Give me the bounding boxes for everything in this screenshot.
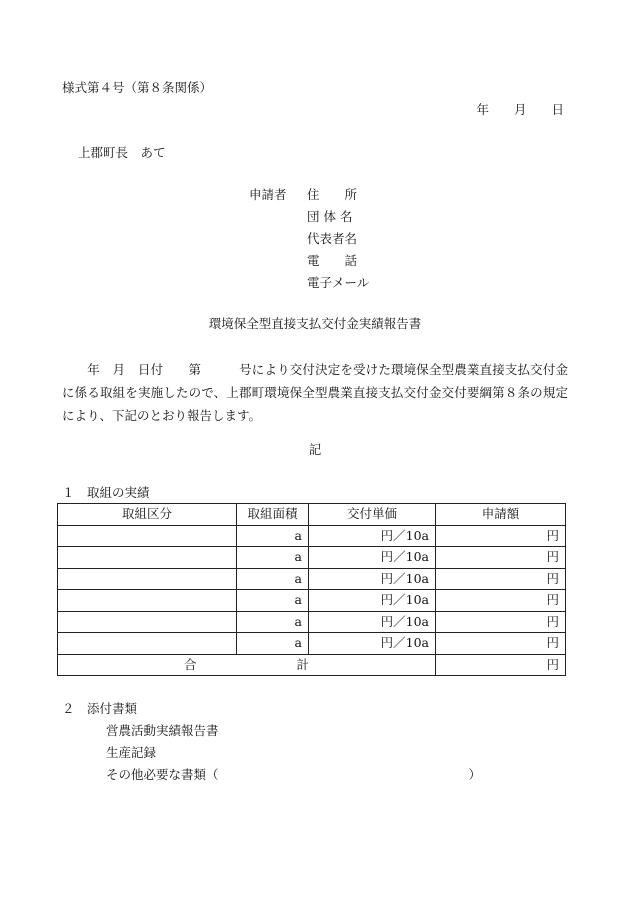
section1-heading: １ 取組の実績 (62, 485, 150, 500)
attachment-item: その他必要な書類（ ） (106, 767, 482, 782)
cell-total-amount[interactable]: 円 (436, 654, 566, 676)
cell-unit-price[interactable]: 円／10a (309, 525, 436, 547)
field-group-name: 団 体 名 (307, 209, 353, 224)
attachment-item: 営農活動実績報告書 (106, 723, 219, 738)
total-label: 合 計 (58, 654, 436, 676)
table-row (58, 590, 566, 612)
cell-unit-price[interactable]: 円／10a (309, 590, 436, 612)
cell-amount[interactable]: 円 (436, 611, 566, 633)
cell-amount[interactable]: 円 (436, 633, 566, 655)
field-address: 住 所 (307, 187, 358, 202)
body-paragraph: 年 月 日付 第 号により交付決定を受けた環境保全型農業直接支払交付金に係る取組を実施したので、上郡町環境保全型農業直接支払交付金交付要綱第８条の規定により、下記のとおり報告します。 (62, 362, 568, 423)
cell-area[interactable]: a (237, 547, 309, 569)
col-header-area: 取組面積 (237, 504, 309, 526)
cell-unit-price[interactable]: 円／10a (309, 568, 436, 590)
table-header-row (58, 504, 566, 526)
cell-amount[interactable]: 円 (436, 525, 566, 547)
attachment-item: 生産記録 (106, 745, 157, 760)
table-row (58, 568, 566, 590)
field-email: 電子メール (307, 275, 370, 290)
applicant-label: 申請者 (249, 187, 287, 202)
cell-area[interactable]: a (237, 525, 309, 547)
table-row (58, 525, 566, 547)
cell-amount[interactable]: 円 (436, 590, 566, 612)
cell-unit-price[interactable]: 円／10a (309, 633, 436, 655)
table-total-row (58, 654, 566, 676)
col-header-category: 取組区分 (58, 504, 237, 526)
cell-category[interactable] (58, 568, 237, 590)
results-table (57, 503, 566, 676)
table-row (58, 633, 566, 655)
form-number: 様式第４号（第８条関係） (62, 80, 213, 95)
cell-category[interactable] (58, 633, 237, 655)
document-title: 環境保全型直接支払交付金実績報告書 (208, 316, 422, 331)
cell-unit-price[interactable]: 円／10a (309, 611, 436, 633)
col-header-amount: 申請額 (436, 504, 566, 526)
table-row (58, 611, 566, 633)
field-representative: 代表者名 (307, 231, 358, 246)
cell-category[interactable] (58, 590, 237, 612)
cell-unit-price[interactable]: 円／10a (309, 547, 436, 569)
table-row (58, 547, 566, 569)
col-header-unit-price: 交付単価 (309, 504, 436, 526)
cell-category[interactable] (58, 547, 237, 569)
date-line: 年 月 日 (476, 102, 564, 117)
field-phone: 電 話 (307, 253, 358, 268)
cell-area[interactable]: a (237, 568, 309, 590)
cell-area[interactable]: a (237, 611, 309, 633)
cell-amount[interactable]: 円 (436, 568, 566, 590)
cell-area[interactable]: a (237, 633, 309, 655)
cell-category[interactable] (58, 525, 237, 547)
cell-amount[interactable]: 円 (436, 547, 566, 569)
cell-category[interactable] (58, 611, 237, 633)
cell-area[interactable]: a (237, 590, 309, 612)
section2-heading: ２ 添付書類 (62, 701, 138, 716)
addressee: 上郡町長 あて (78, 145, 166, 160)
ki-heading: 記 (308, 442, 322, 457)
